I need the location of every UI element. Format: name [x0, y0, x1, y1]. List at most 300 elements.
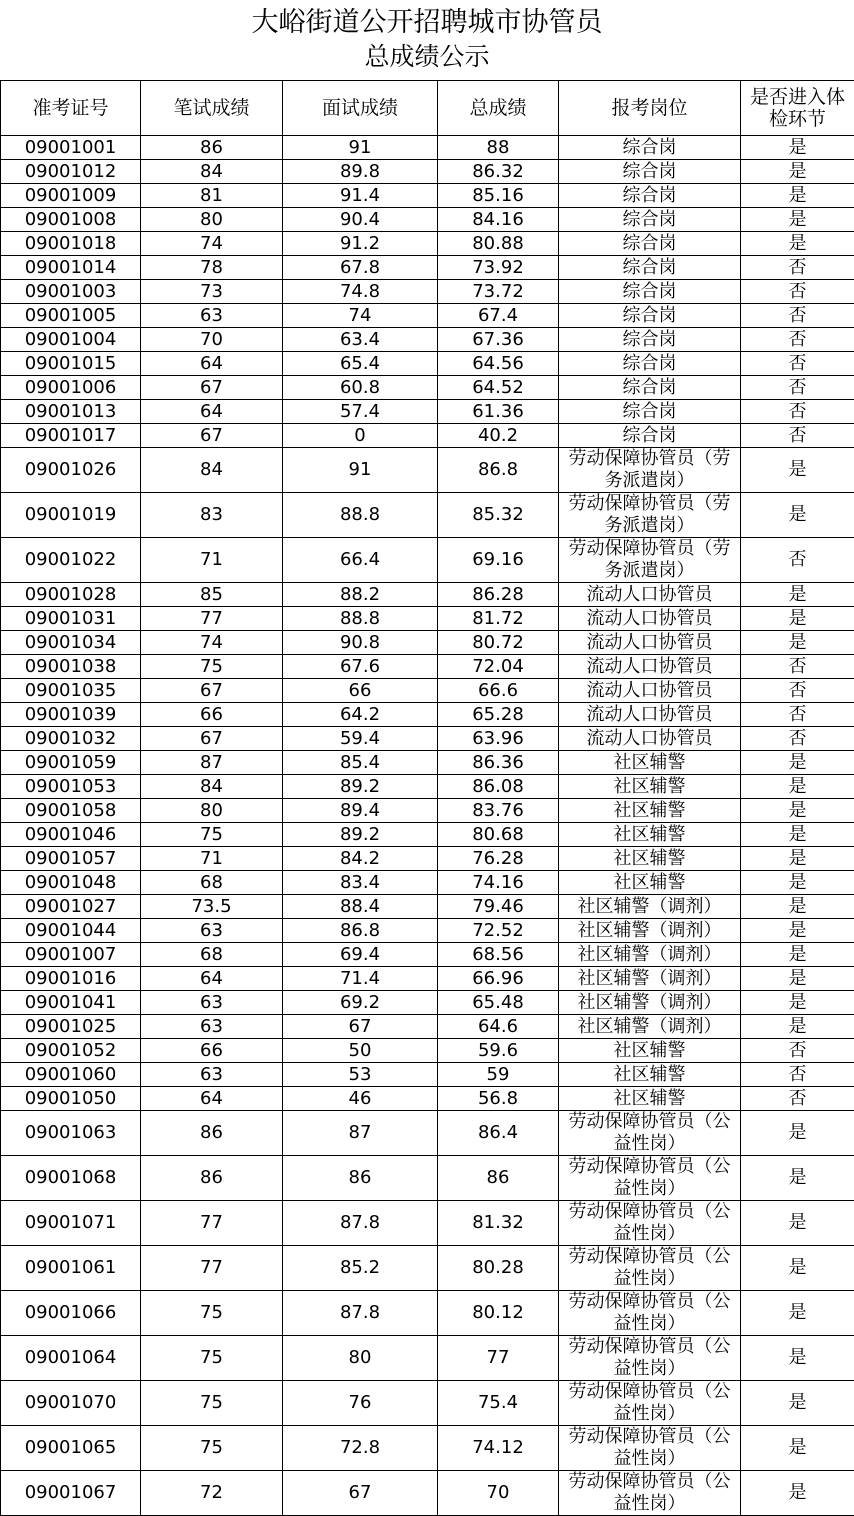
written-score-cell: 68: [141, 871, 283, 895]
table-row: [1, 1336, 854, 1381]
exam-id-cell: 09001060: [1, 1063, 141, 1087]
written-score-cell: 67: [141, 679, 283, 703]
exam-id-cell: 09001013: [1, 400, 141, 424]
written-score-cell: 71: [141, 538, 283, 583]
physical-exam-cell: 是: [741, 631, 854, 655]
header-row: [1, 81, 854, 136]
position-cell: 劳动保障协管员（劳务派遣岗）: [559, 448, 741, 493]
table-row: [1, 919, 854, 943]
exam-id-cell: 09001050: [1, 1087, 141, 1111]
exam-id-cell: 09001063: [1, 1111, 141, 1156]
total-score-cell: 76.28: [438, 847, 559, 871]
table-row: [1, 583, 854, 607]
total-score-cell: 86.8: [438, 448, 559, 493]
position-cell: 劳动保障协管员（公益性岗）: [559, 1201, 741, 1246]
exam-id-cell: 09001057: [1, 847, 141, 871]
exam-id-cell: 09001015: [1, 352, 141, 376]
physical-exam-cell: 否: [741, 1039, 854, 1063]
interview-score-cell: 67: [283, 1471, 438, 1516]
position-cell: 社区辅警（调剂）: [559, 967, 741, 991]
exam-id-cell: 09001070: [1, 1381, 141, 1426]
exam-id-cell: 09001017: [1, 424, 141, 448]
table-row: [1, 1426, 854, 1471]
interview-score-cell: 76: [283, 1381, 438, 1426]
interview-score-cell: 67.8: [283, 256, 438, 280]
interview-score-cell: 0: [283, 424, 438, 448]
interview-score-cell: 87: [283, 1111, 438, 1156]
table-row: [1, 871, 854, 895]
table-row: [1, 493, 854, 538]
physical-exam-cell: 是: [741, 895, 854, 919]
total-score-cell: 64.56: [438, 352, 559, 376]
table-row: [1, 1039, 854, 1063]
interview-score-cell: 90.4: [283, 208, 438, 232]
total-score-cell: 69.16: [438, 538, 559, 583]
physical-exam-cell: 否: [741, 352, 854, 376]
position-cell: 劳动保障协管员（公益性岗）: [559, 1291, 741, 1336]
written-score-cell: 86: [141, 1156, 283, 1201]
interview-score-cell: 87.8: [283, 1291, 438, 1336]
header-position: 报考岗位: [559, 81, 741, 136]
written-score-cell: 64: [141, 352, 283, 376]
table-row: [1, 967, 854, 991]
total-score-cell: 88: [438, 136, 559, 160]
physical-exam-cell: 是: [741, 1291, 854, 1336]
physical-exam-cell: 否: [741, 1063, 854, 1087]
interview-score-cell: 87.8: [283, 1201, 438, 1246]
table-row: [1, 136, 854, 160]
interview-score-cell: 89.2: [283, 775, 438, 799]
table-row: [1, 1156, 854, 1201]
written-score-cell: 75: [141, 823, 283, 847]
exam-id-cell: 09001052: [1, 1039, 141, 1063]
exam-id-cell: 09001009: [1, 184, 141, 208]
written-score-cell: 64: [141, 400, 283, 424]
exam-id-cell: 09001027: [1, 895, 141, 919]
page-subtitle: 总成绩公示: [0, 40, 854, 74]
written-score-cell: 75: [141, 1381, 283, 1426]
written-score-cell: 80: [141, 799, 283, 823]
exam-id-cell: 09001041: [1, 991, 141, 1015]
total-score-cell: 86.36: [438, 751, 559, 775]
table-row: [1, 775, 854, 799]
exam-id-cell: 09001025: [1, 1015, 141, 1039]
exam-id-cell: 09001038: [1, 655, 141, 679]
exam-id-cell: 09001034: [1, 631, 141, 655]
physical-exam-cell: 是: [741, 1246, 854, 1291]
table-row: [1, 1381, 854, 1426]
exam-id-cell: 09001071: [1, 1201, 141, 1246]
table-row: [1, 538, 854, 583]
written-score-cell: 74: [141, 631, 283, 655]
interview-score-cell: 85.2: [283, 1246, 438, 1291]
written-score-cell: 67: [141, 727, 283, 751]
physical-exam-cell: 否: [741, 256, 854, 280]
interview-score-cell: 88.2: [283, 583, 438, 607]
position-cell: 社区辅警（调剂）: [559, 991, 741, 1015]
position-cell: 流动人口协管员: [559, 655, 741, 679]
physical-exam-cell: 是: [741, 232, 854, 256]
total-score-cell: 73.72: [438, 280, 559, 304]
interview-score-cell: 66.4: [283, 538, 438, 583]
interview-score-cell: 88.4: [283, 895, 438, 919]
table-row: [1, 607, 854, 631]
exam-id-cell: 09001044: [1, 919, 141, 943]
position-cell: 社区辅警: [559, 1039, 741, 1063]
total-score-cell: 75.4: [438, 1381, 559, 1426]
position-cell: 社区辅警: [559, 799, 741, 823]
position-cell: 社区辅警: [559, 1063, 741, 1087]
table-row: [1, 400, 854, 424]
written-score-cell: 75: [141, 1291, 283, 1336]
exam-id-cell: 09001059: [1, 751, 141, 775]
total-score-cell: 80.68: [438, 823, 559, 847]
total-score-cell: 72.04: [438, 655, 559, 679]
position-cell: 综合岗: [559, 400, 741, 424]
interview-score-cell: 72.8: [283, 1426, 438, 1471]
physical-exam-cell: 是: [741, 1471, 854, 1516]
total-score-cell: 64.52: [438, 376, 559, 400]
exam-id-cell: 09001005: [1, 304, 141, 328]
exam-id-cell: 09001026: [1, 448, 141, 493]
table-body: [1, 136, 854, 1516]
exam-id-cell: 09001066: [1, 1291, 141, 1336]
table-row: [1, 703, 854, 727]
interview-score-cell: 63.4: [283, 328, 438, 352]
physical-exam-cell: 是: [741, 967, 854, 991]
total-score-cell: 40.2: [438, 424, 559, 448]
physical-exam-cell: 是: [741, 1381, 854, 1426]
position-cell: 综合岗: [559, 232, 741, 256]
written-score-cell: 66: [141, 703, 283, 727]
total-score-cell: 86.32: [438, 160, 559, 184]
physical-exam-cell: 是: [741, 1426, 854, 1471]
physical-exam-cell: 是: [741, 775, 854, 799]
written-score-cell: 72: [141, 1471, 283, 1516]
physical-exam-cell: 否: [741, 280, 854, 304]
header-total-score: 总成绩: [438, 81, 559, 136]
exam-id-cell: 09001007: [1, 943, 141, 967]
written-score-cell: 84: [141, 160, 283, 184]
total-score-cell: 80.88: [438, 232, 559, 256]
total-score-cell: 77: [438, 1336, 559, 1381]
position-cell: 综合岗: [559, 184, 741, 208]
total-score-cell: 65.28: [438, 703, 559, 727]
written-score-cell: 83: [141, 493, 283, 538]
exam-id-cell: 09001031: [1, 607, 141, 631]
written-score-cell: 63: [141, 304, 283, 328]
total-score-cell: 81.32: [438, 1201, 559, 1246]
total-score-cell: 56.8: [438, 1087, 559, 1111]
total-score-cell: 67.36: [438, 328, 559, 352]
position-cell: 流动人口协管员: [559, 703, 741, 727]
total-score-cell: 86.4: [438, 1111, 559, 1156]
interview-score-cell: 71.4: [283, 967, 438, 991]
title-block: [0, 0, 854, 80]
physical-exam-cell: 是: [741, 919, 854, 943]
total-score-cell: 74.16: [438, 871, 559, 895]
position-cell: 社区辅警（调剂）: [559, 895, 741, 919]
table-row: [1, 1471, 854, 1516]
physical-exam-cell: 是: [741, 991, 854, 1015]
physical-exam-cell: 是: [741, 136, 854, 160]
interview-score-cell: 66: [283, 679, 438, 703]
physical-exam-cell: 是: [741, 184, 854, 208]
interview-score-cell: 89.2: [283, 823, 438, 847]
position-cell: 社区辅警: [559, 751, 741, 775]
position-cell: 社区辅警（调剂）: [559, 1015, 741, 1039]
position-cell: 劳动保障协管员（公益性岗）: [559, 1336, 741, 1381]
table-row: [1, 631, 854, 655]
total-score-cell: 72.52: [438, 919, 559, 943]
table-row: [1, 823, 854, 847]
position-cell: 社区辅警: [559, 871, 741, 895]
physical-exam-cell: 是: [741, 823, 854, 847]
written-score-cell: 86: [141, 1111, 283, 1156]
exam-id-cell: 09001065: [1, 1426, 141, 1471]
position-cell: 流动人口协管员: [559, 631, 741, 655]
interview-score-cell: 89.4: [283, 799, 438, 823]
physical-exam-cell: 否: [741, 538, 854, 583]
physical-exam-cell: 是: [741, 1201, 854, 1246]
table-row: [1, 1087, 854, 1111]
physical-exam-cell: 是: [741, 160, 854, 184]
interview-score-cell: 67: [283, 1015, 438, 1039]
table-row: [1, 1246, 854, 1291]
physical-exam-cell: 否: [741, 655, 854, 679]
written-score-cell: 70: [141, 328, 283, 352]
table-row: [1, 1111, 854, 1156]
position-cell: 社区辅警: [559, 775, 741, 799]
total-score-cell: 59.6: [438, 1039, 559, 1063]
physical-exam-cell: 是: [741, 493, 854, 538]
interview-score-cell: 67.6: [283, 655, 438, 679]
written-score-cell: 63: [141, 1063, 283, 1087]
total-score-cell: 85.32: [438, 493, 559, 538]
exam-id-cell: 09001016: [1, 967, 141, 991]
total-score-cell: 81.72: [438, 607, 559, 631]
table-row: [1, 991, 854, 1015]
physical-exam-cell: 是: [741, 847, 854, 871]
total-score-cell: 65.48: [438, 991, 559, 1015]
interview-score-cell: 83.4: [283, 871, 438, 895]
total-score-cell: 63.96: [438, 727, 559, 751]
exam-id-cell: 09001039: [1, 703, 141, 727]
total-score-cell: 84.16: [438, 208, 559, 232]
written-score-cell: 84: [141, 448, 283, 493]
exam-id-cell: 09001022: [1, 538, 141, 583]
exam-id-cell: 09001012: [1, 160, 141, 184]
header-exam-id: 准考证号: [1, 81, 141, 136]
physical-exam-cell: 否: [741, 1087, 854, 1111]
exam-id-cell: 09001035: [1, 679, 141, 703]
written-score-cell: 84: [141, 775, 283, 799]
position-cell: 综合岗: [559, 328, 741, 352]
total-score-cell: 83.76: [438, 799, 559, 823]
written-score-cell: 64: [141, 967, 283, 991]
written-score-cell: 66: [141, 1039, 283, 1063]
interview-score-cell: 90.8: [283, 631, 438, 655]
interview-score-cell: 91: [283, 136, 438, 160]
total-score-cell: 80.28: [438, 1246, 559, 1291]
position-cell: 流动人口协管员: [559, 727, 741, 751]
total-score-cell: 85.16: [438, 184, 559, 208]
position-cell: 劳动保障协管员（公益性岗）: [559, 1111, 741, 1156]
exam-id-cell: 09001014: [1, 256, 141, 280]
written-score-cell: 77: [141, 1246, 283, 1291]
written-score-cell: 81: [141, 184, 283, 208]
table-row: [1, 232, 854, 256]
header-written-score: 笔试成绩: [141, 81, 283, 136]
written-score-cell: 63: [141, 1015, 283, 1039]
position-cell: 劳动保障协管员（公益性岗）: [559, 1471, 741, 1516]
table-row: [1, 655, 854, 679]
interview-score-cell: 91.4: [283, 184, 438, 208]
written-score-cell: 85: [141, 583, 283, 607]
physical-exam-cell: 是: [741, 208, 854, 232]
physical-exam-cell: 否: [741, 703, 854, 727]
written-score-cell: 77: [141, 1201, 283, 1246]
written-score-cell: 68: [141, 943, 283, 967]
total-score-cell: 79.46: [438, 895, 559, 919]
position-cell: 流动人口协管员: [559, 679, 741, 703]
physical-exam-cell: 是: [741, 1015, 854, 1039]
table-row: [1, 727, 854, 751]
exam-id-cell: 09001064: [1, 1336, 141, 1381]
table-row: [1, 799, 854, 823]
position-cell: 综合岗: [559, 424, 741, 448]
table-row: [1, 679, 854, 703]
interview-score-cell: 64.2: [283, 703, 438, 727]
table-row: [1, 751, 854, 775]
physical-exam-cell: 是: [741, 448, 854, 493]
interview-score-cell: 91: [283, 448, 438, 493]
written-score-cell: 75: [141, 1336, 283, 1381]
position-cell: 综合岗: [559, 136, 741, 160]
table-row: [1, 1291, 854, 1336]
written-score-cell: 63: [141, 991, 283, 1015]
table-row: [1, 256, 854, 280]
interview-score-cell: 86.8: [283, 919, 438, 943]
written-score-cell: 73: [141, 280, 283, 304]
exam-id-cell: 09001001: [1, 136, 141, 160]
table-row: [1, 352, 854, 376]
position-cell: 综合岗: [559, 160, 741, 184]
exam-id-cell: 09001061: [1, 1246, 141, 1291]
interview-score-cell: 46: [283, 1087, 438, 1111]
results-table: [0, 80, 854, 1516]
physical-exam-cell: 否: [741, 679, 854, 703]
total-score-cell: 59: [438, 1063, 559, 1087]
exam-id-cell: 09001003: [1, 280, 141, 304]
table-row: [1, 943, 854, 967]
exam-id-cell: 09001008: [1, 208, 141, 232]
physical-exam-cell: 是: [741, 1336, 854, 1381]
exam-id-cell: 09001067: [1, 1471, 141, 1516]
physical-exam-cell: 是: [741, 799, 854, 823]
header-interview-score: 面试成绩: [283, 81, 438, 136]
position-cell: 流动人口协管员: [559, 583, 741, 607]
interview-score-cell: 53: [283, 1063, 438, 1087]
position-cell: 劳动保障协管员（劳务派遣岗）: [559, 493, 741, 538]
interview-score-cell: 88.8: [283, 493, 438, 538]
position-cell: 劳动保障协管员（劳务派遣岗）: [559, 538, 741, 583]
exam-id-cell: 09001058: [1, 799, 141, 823]
exam-id-cell: 09001019: [1, 493, 141, 538]
interview-score-cell: 60.8: [283, 376, 438, 400]
physical-exam-cell: 是: [741, 943, 854, 967]
table-row: [1, 1015, 854, 1039]
interview-score-cell: 59.4: [283, 727, 438, 751]
written-score-cell: 73.5: [141, 895, 283, 919]
interview-score-cell: 88.8: [283, 607, 438, 631]
interview-score-cell: 69.2: [283, 991, 438, 1015]
physical-exam-cell: 否: [741, 424, 854, 448]
interview-score-cell: 89.8: [283, 160, 438, 184]
position-cell: 综合岗: [559, 280, 741, 304]
physical-exam-cell: 否: [741, 376, 854, 400]
position-cell: 综合岗: [559, 208, 741, 232]
table-row: [1, 208, 854, 232]
position-cell: 综合岗: [559, 256, 741, 280]
written-score-cell: 63: [141, 919, 283, 943]
total-score-cell: 61.36: [438, 400, 559, 424]
written-score-cell: 71: [141, 847, 283, 871]
exam-id-cell: 09001068: [1, 1156, 141, 1201]
position-cell: 综合岗: [559, 352, 741, 376]
written-score-cell: 87: [141, 751, 283, 775]
written-score-cell: 67: [141, 376, 283, 400]
table-row: [1, 847, 854, 871]
table-row: [1, 1201, 854, 1246]
position-cell: 社区辅警（调剂）: [559, 919, 741, 943]
written-score-cell: 80: [141, 208, 283, 232]
interview-score-cell: 74.8: [283, 280, 438, 304]
position-cell: 综合岗: [559, 304, 741, 328]
exam-id-cell: 09001048: [1, 871, 141, 895]
interview-score-cell: 57.4: [283, 400, 438, 424]
exam-id-cell: 09001018: [1, 232, 141, 256]
table-row: [1, 895, 854, 919]
physical-exam-cell: 是: [741, 1156, 854, 1201]
total-score-cell: 80.72: [438, 631, 559, 655]
table-row: [1, 376, 854, 400]
interview-score-cell: 80: [283, 1336, 438, 1381]
table-row: [1, 304, 854, 328]
page-title: 大峪街道公开招聘城市协管员: [0, 0, 854, 40]
written-score-cell: 86: [141, 136, 283, 160]
interview-score-cell: 69.4: [283, 943, 438, 967]
exam-id-cell: 09001053: [1, 775, 141, 799]
position-cell: 社区辅警（调剂）: [559, 943, 741, 967]
physical-exam-cell: 是: [741, 751, 854, 775]
header-physical-exam: 是否进入体检环节: [741, 81, 854, 136]
table-row: [1, 424, 854, 448]
total-score-cell: 86.28: [438, 583, 559, 607]
interview-score-cell: 91.2: [283, 232, 438, 256]
table-row: [1, 160, 854, 184]
interview-score-cell: 50: [283, 1039, 438, 1063]
interview-score-cell: 74: [283, 304, 438, 328]
position-cell: 劳动保障协管员（公益性岗）: [559, 1156, 741, 1201]
table-row: [1, 328, 854, 352]
position-cell: 流动人口协管员: [559, 607, 741, 631]
written-score-cell: 67: [141, 424, 283, 448]
position-cell: 社区辅警: [559, 1087, 741, 1111]
interview-score-cell: 86: [283, 1156, 438, 1201]
interview-score-cell: 65.4: [283, 352, 438, 376]
position-cell: 劳动保障协管员（公益性岗）: [559, 1381, 741, 1426]
